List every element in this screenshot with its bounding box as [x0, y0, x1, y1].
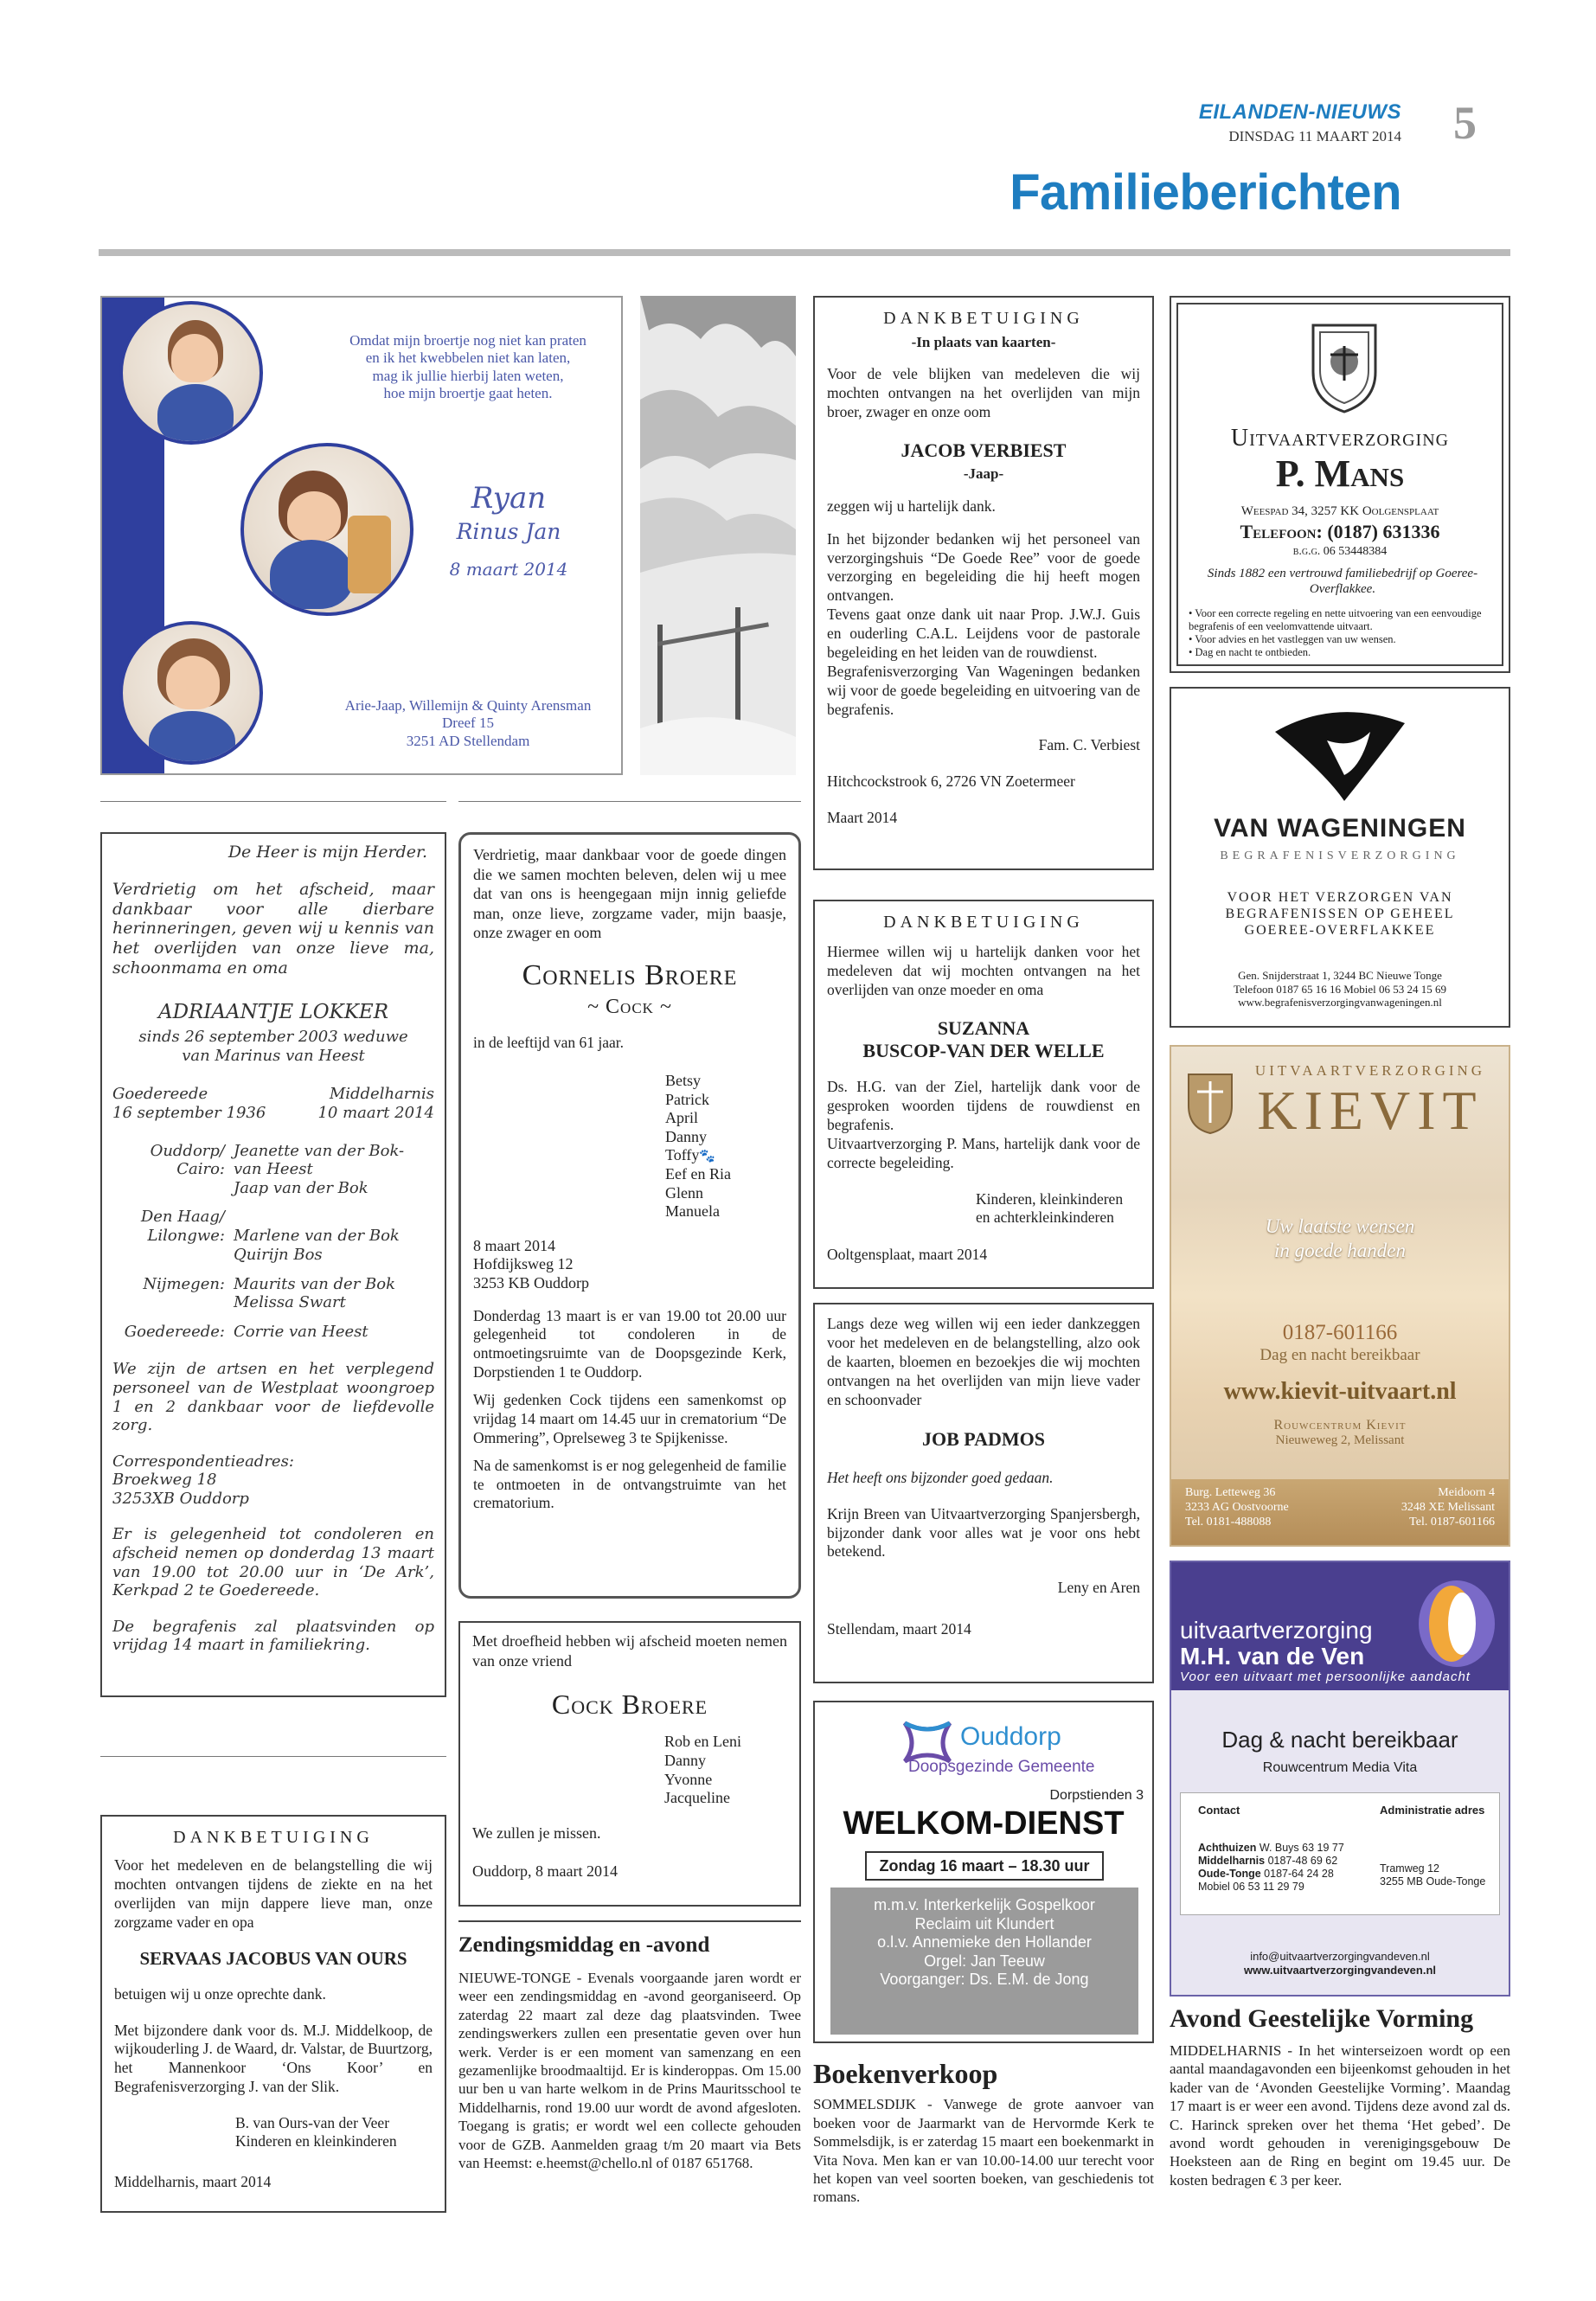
winter-scene-image	[640, 296, 796, 775]
ours-signature	[235, 2114, 433, 2150]
family-member: Danny	[665, 1127, 707, 1145]
pet-name: Toffy	[665, 1146, 700, 1164]
admin-line: Tramweg 12	[1380, 1862, 1440, 1875]
signature-line: Kinderen en kleinkinderen	[235, 2132, 397, 2150]
verse-line: mag ik jullie hierbij laten weten,	[372, 367, 564, 384]
address-line: Tel. 0187-601166	[1409, 1515, 1495, 1529]
contact-row	[1198, 1842, 1344, 1855]
article-avond	[1170, 2003, 1510, 2189]
verse-line: en ik het kwebbelen niet kan laten,	[365, 349, 571, 367]
buscop-body: Uitvaartverzorging P. Mans, hartelijk dank voor de correcte begeleiding.	[827, 1135, 1140, 1171]
contact-list	[1198, 1842, 1344, 1894]
family-member: Rob en Leni	[664, 1733, 741, 1751]
family-member: Betsy	[665, 1071, 702, 1089]
contact-phone: 0187-64 24 28	[1264, 1868, 1334, 1880]
lokker-of: van Marinus van Heest	[182, 1046, 365, 1065]
wageningen-phone: Telefoon 0187 65 16 16 Mobiel 06 53 24 15 69	[1233, 982, 1447, 996]
mans-bgg: b.g.g. 06 53448384	[1292, 545, 1388, 558]
child-photo-2	[240, 443, 413, 616]
wageningen-tag	[1171, 889, 1509, 939]
family-member: Glenn	[665, 1183, 703, 1202]
kievit-center: Rouwcentrum Kievit	[1273, 1418, 1407, 1433]
family-row	[112, 1323, 434, 1342]
vdven-contact-box	[1180, 1792, 1500, 1915]
death-date: 10 maart 2014	[317, 1103, 434, 1122]
ours-body: Met bijzondere dank voor ds. M.J. Middelkoop, de wijkouderling J. de Waard, dr. Valstar, de Buurtzorg, het Mannenkoor ‘Ons Koor’ en Begrafenisverzorging J. van der Slik.	[114, 2021, 433, 2096]
kievit-name: KIEVIT	[1257, 1080, 1484, 1141]
buscop-place-date: Ooltgensplaat, maart 2014	[827, 1245, 988, 1263]
dankbetuiging-label: DANKBETUIGING	[883, 913, 1084, 932]
section-title: Familieberichten	[1010, 164, 1401, 221]
body-paragraph: In het bijzonder bedanken wij het personeel van verzorgingshuis “De Goede Ree” voor de goede verzorging en begeleiding die hij heeft mogen ontvangen.	[827, 529, 1140, 605]
body-paragraph: Begrafenisverzorging Van Wageningen bedanken wij voor de goede begeleiding en uitvoering van de begrafenis.	[827, 662, 1140, 718]
buscop-name-1: SUZANNA	[937, 1016, 1030, 1039]
doops-program	[830, 1888, 1138, 2035]
death-notice-lokker	[100, 832, 446, 1697]
program-line: Reclaim uit Klundert	[914, 1914, 1054, 1932]
zending-headline: Zendingsmiddag en -avond	[458, 1920, 801, 1958]
contact-mobile: Mobiel 06 53 11 29 79	[1198, 1881, 1304, 1893]
contact-label: Contact	[1198, 1804, 1240, 1817]
dankbetuiging-van-ours	[100, 1815, 446, 2213]
family-member: April	[665, 1109, 698, 1127]
signature: Fam. C. Verbiest	[1038, 736, 1140, 754]
family-member-pet	[665, 1146, 786, 1165]
header-rule	[99, 249, 1510, 256]
vdven-slogan: Voor een uitvaart met persoonlijke aandacht	[1180, 1670, 1471, 1684]
vdven-avail: Dag & nacht bereikbaar	[1221, 1727, 1458, 1753]
family-member: Danny	[664, 1751, 706, 1769]
contact-place: Achthuizen	[1198, 1842, 1257, 1854]
cock-name: Cock Broere	[551, 1689, 708, 1720]
cornelis-age: in de leeftijd van 61 jaar.	[473, 1034, 624, 1052]
nickname: -Jaap-	[963, 465, 1004, 483]
vdven-web[interactable]: www.uitvaartverzorgingvandeven.nl	[1243, 1963, 1436, 1977]
avond-headline: Avond Geestelijke Vorming	[1170, 2004, 1474, 2033]
vdven-name-2: M.H. van de Ven	[1180, 1643, 1365, 1670]
birth-date: 8 maart 2014	[449, 559, 568, 580]
vdven-center: Rouwcentrum Media Vita	[1262, 1760, 1418, 1775]
coat-of-arms-icon	[1304, 320, 1384, 415]
program-line: o.l.v. Annemieke den Hollander	[877, 1933, 1092, 1952]
dankbetuiging-buscop	[813, 900, 1154, 1289]
birth-place: Goedereede	[112, 1084, 208, 1103]
place-date: Maart 2014	[827, 809, 898, 827]
ad-mans	[1170, 296, 1510, 673]
boeken-headline: Boekenverkoop	[813, 2058, 998, 2089]
family-place: Den Haag/ Lilongwe:	[140, 1208, 225, 1245]
doops-name: Ouddorp	[960, 1722, 1061, 1751]
address-line: 3233 AG Oostvoorne	[1185, 1500, 1289, 1514]
contact-phone: 0187-48 69 62	[1267, 1855, 1338, 1867]
contact-place: Middelharnis	[1198, 1855, 1266, 1867]
wageningen-web[interactable]: www.begrafenisverzorgingvanwageningen.nl	[1238, 996, 1442, 1009]
admin-line: 3255 MB Oude-Tonge	[1380, 1875, 1486, 1888]
ad-van-de-ven	[1170, 1561, 1510, 1997]
family-member: Patrick	[665, 1090, 709, 1108]
baby-middle-names: Rinus Jan	[456, 519, 561, 544]
corr-street: Broekweg 18	[112, 1471, 217, 1490]
vdven-logo-icon	[1415, 1576, 1498, 1671]
admin-label: Administratie adres	[1380, 1804, 1485, 1817]
birth-verse	[318, 332, 618, 403]
mans-tagline: Sinds 1882 een vertrouwd familiebedrijf op Goeree-Overflakkee.	[1207, 567, 1478, 596]
buscop-intro: Hiermee willen wij u hartelijk danken voor het medeleven dat wij mochten ontvangen na het overlijden van onze moeder en oma	[827, 943, 1140, 998]
kievit-slogan	[1171, 1215, 1509, 1262]
wageningen-sub: BEGRAFENISVERZORGING	[1220, 849, 1460, 862]
ad-doopsgezinde-gemeente	[813, 1701, 1154, 2043]
intro: Voor de vele blijken van medeleven die wij mochten ontvangen na het overlijden van mijn broer, zwager en onze oom	[827, 365, 1140, 421]
cornelis-paragraph: Donderdag 13 maart is er van 19.00 tot 20.00 uur gelegenheid tot condoleren in de ontmoetingsruimte van de Doopsgezinde Kerk, Dorpstienden 1 te Ouddorp.	[473, 1306, 786, 1381]
vdven-links	[1171, 1950, 1509, 1977]
ours-thanks: betuigen wij u onze oprechte dank.	[114, 1984, 326, 2003]
doops-address: Dorpstienden 3	[1049, 1788, 1144, 1803]
contact-phone: 63 19 77	[1302, 1842, 1344, 1854]
family-names: Corrie van Heest	[234, 1322, 369, 1341]
lokker-family	[112, 1142, 434, 1342]
family-member: Manuela	[665, 1202, 720, 1221]
masthead: EILANDEN-NIEUWS	[1198, 100, 1401, 124]
body-paragraph: Tevens gaat onze dank uit naar Prop. J.W.J. Guis en ouderling C.A.L. Leijdens voor de pastorale begeleiding en het leiden van de rouwdienst.	[827, 606, 1140, 661]
cornelis-street: Hofdijksweg 12	[473, 1255, 574, 1273]
kievit-right-address	[1401, 1486, 1495, 1529]
cock-intro: Met droefheid hebben wij afscheid moeten nemen van onze vriend	[472, 1632, 787, 1670]
family-row	[112, 1142, 434, 1198]
tag-line: BEGRAFENISSEN OP GEHEEL	[1225, 907, 1455, 922]
dankbetuiging-label: DANKBETUIGING	[883, 309, 1084, 328]
cock-miss: We zullen je missen.	[472, 1823, 601, 1842]
dankbetuiging-padmos	[813, 1303, 1154, 1683]
admin-address	[1380, 1862, 1485, 1888]
padmos-quote: Het heeft ons bijzonder goed gedaan.	[827, 1468, 1054, 1486]
family-row	[112, 1208, 434, 1264]
kievit-crest-icon	[1183, 1071, 1237, 1137]
address: Hitchcockstrook 6, 2726 VN Zoetermeer	[827, 772, 1075, 791]
vdven-email[interactable]: info@uitvaartverzorgingvandeven.nl	[1250, 1950, 1430, 1963]
death-place: Middelharnis	[329, 1084, 434, 1103]
slogan-line: in goede handen	[1273, 1239, 1406, 1261]
column-rule	[100, 1756, 446, 1757]
buscop-signature	[976, 1190, 1140, 1227]
verse-line: hoe mijn broertje gaat heten.	[383, 385, 553, 402]
cornelis-paragraph: Na de samenkomst is er nog gelegenheid de familie te ontmoeten in de ontvangstruimte van het crematorium.	[473, 1456, 786, 1512]
winter-photo	[640, 296, 796, 775]
parents-names: Arie-Jaap, Willemijn & Quinty Arensman	[344, 697, 592, 714]
padmos-body: Krijn Breen van Uitvaartverzorging Spanjersbergh, bijzonder dank voor alles wat je voor ons hebt betekend.	[827, 1504, 1140, 1561]
lokker-name: ADRIAANTJE LOKKER	[157, 1000, 389, 1023]
bullet-item: • Voor advies en het vastleggen van uw wensen.	[1189, 633, 1396, 645]
kievit-phone: 0187-601166	[1282, 1321, 1398, 1344]
cornelis-intro: Verdrietig, maar dankbaar voor de goede dingen die we samen mochten beleven, delen wij u mee dat van ons is heengegaan mijn innig geliefde man, onze lieve, zorgzame vader, mijn baasje, onze zwager en oom	[473, 846, 786, 941]
zending-body: NIEUWE-TONGE - Evenals voorgaande jaren wordt er weer een zendingsmiddag en -avond georganiseerd. Op zaterdag 22 maart zal deze dag plaatsvinden. Twee zendingswerkers zullen een presentatie geven over hun werk. Verder is er een moment van samenzang en een gezamenlijke broodmaaltijd. Er is kinderoppas. Om 15.00 uur ben u van harte welkom in de Prins Mauritsschool te Middelharnis, rond 19.00 uur wordt de avond afgesloten. Toegang is gratis; er wordt wel een collecte gehouden voor de GZB. Aanmelden graag t/m 20 maart via Bets van Heemst: e.heemst@chello.nl of 0187 651768.	[458, 1970, 801, 2172]
lokker-funeral: De begrafenis zal plaatsvinden op vrijdag 14 maart in familiekring.	[112, 1617, 434, 1655]
paw-icon: 🐾	[699, 1150, 716, 1164]
birth-parents	[318, 697, 618, 750]
dove-logo-icon	[1275, 706, 1405, 818]
ours-intro: Voor het medeleven en de belangstelling die wij mochten ontvangen tijdens de ziekte en na het overlijden van mijn dappere lieve man, onze zorgzame vader en opa	[114, 1856, 433, 1931]
signature-line: Kinderen, kleinkinderen	[976, 1189, 1124, 1208]
vdven-name-1: uitvaartverzorging	[1180, 1617, 1373, 1644]
tag-line: VOOR HET VERZORGEN VAN	[1227, 890, 1453, 905]
doops-title: WELKOM-DIENST	[843, 1805, 1125, 1842]
cornelis-name: Cornelis Broere	[522, 958, 738, 991]
kievit-center-addr: Nieuweweg 2, Melissant	[1275, 1433, 1405, 1447]
address-line: Burg. Letteweg 36	[1185, 1486, 1276, 1499]
signature-line: en achterkleinkinderen	[976, 1208, 1114, 1226]
ours-place-date: Middelharnis, maart 2014	[114, 2173, 272, 2191]
lokker-since: sinds 26 september 2003 weduwe	[138, 1028, 408, 1047]
mans-phone: Telefoon: (0187) 631336	[1240, 521, 1440, 542]
dankbetuiging-verbiest	[813, 296, 1154, 870]
bullet-item: • Dag en nacht te ontbieden.	[1189, 646, 1311, 658]
column-rule	[100, 801, 446, 802]
cock-family	[664, 1733, 787, 1807]
article-boekenverkoop	[813, 2057, 1154, 2207]
family-member: Jacqueline	[664, 1789, 730, 1807]
wageningen-address: Gen. Snijderstraat 1, 3244 BC Nieuwe Tonge	[1238, 969, 1442, 982]
address-line: 3248 XE Melissant	[1401, 1500, 1495, 1514]
cock-place-date: Ouddorp, 8 maart 2014	[472, 1862, 618, 1881]
cornelis-family	[665, 1072, 786, 1221]
family-names: Jeanette van der Bok- van Heest Jaap van der Bok	[234, 1141, 405, 1197]
padmos-name: JOB PADMOS	[922, 1428, 1045, 1451]
birth-street: Dreef 15	[442, 715, 494, 732]
birth-date: 16 september 1936	[112, 1103, 266, 1122]
page-number: 5	[1453, 97, 1477, 149]
corr-city: 3253XB Ouddorp	[112, 1489, 249, 1508]
article-zending	[458, 1920, 801, 2172]
slogan-line: Uw laatste wensen	[1265, 1215, 1415, 1237]
program-line: Voorganger: Ds. E.M. de Jong	[880, 1971, 1089, 1989]
contact-place: Oude-Tonge	[1198, 1868, 1261, 1880]
cornelis-address	[473, 1237, 786, 1293]
verse-line: Omdat mijn broertje nog niet kan praten	[349, 332, 586, 349]
birth-city: 3251 AD Stellendam	[406, 732, 530, 749]
child-photo-3	[119, 621, 263, 765]
padmos-signature: Leny en Aren	[1057, 1579, 1140, 1597]
kievit-top: UITVAARTVERZORGING	[1254, 1062, 1486, 1079]
birth-announcement	[100, 296, 623, 775]
contact-person: W. Buys	[1259, 1842, 1299, 1854]
mans-address: Weespad 34, 3257 KK Oolgensplaat	[1240, 504, 1439, 518]
family-row	[112, 1275, 434, 1312]
family-place: Ouddorp/ Cairo:	[150, 1141, 225, 1179]
deceased-name: JACOB VERBIEST	[901, 439, 1067, 462]
tag-line: GOEREE-OVERFLAKKEE	[1244, 923, 1436, 939]
lokker-dates	[112, 1085, 434, 1125]
address-line: Meidoorn 4	[1438, 1486, 1495, 1499]
contact-row	[1198, 1855, 1344, 1868]
padmos-place-date: Stellendam, maart 2014	[827, 1620, 971, 1638]
ours-name: SERVAAS JACOBUS VAN OURS	[139, 1947, 407, 1969]
doops-sub: Doopsgezinde Gemeente	[908, 1758, 1095, 1776]
child-photo-1	[119, 301, 263, 445]
avond-body: MIDDELHARNIS - In het winterseizoen wordt op een aantal maandagavonden een bijeenkomst gehouden in het kader van de ‘Avonden Geestelijke Vorming’. Maandag 17 maart is er weer een avond. Tijdens deze avond zal ds. C. Harinck spreken over het thema ‘Het gebed’. De avond wordt gehouden in verenigingsgebouw De Hoeksteen aan de Ring en begint om 19.45 uur. De kosten bedragen € 3 per keer.	[1170, 2042, 1510, 2189]
family-member: Eef en Ria	[665, 1164, 731, 1183]
family-member: Yvonne	[664, 1770, 713, 1788]
address-line: Tel. 0181-488088	[1185, 1515, 1272, 1529]
wageningen-contact	[1171, 969, 1509, 1009]
family-names: Maurits van der Bok Melissa Swart	[234, 1274, 395, 1312]
ad-van-wageningen	[1170, 687, 1510, 1028]
cornelis-city: 3253 KB Ouddorp	[473, 1273, 589, 1292]
cornelis-paragraph: Wij gedenken Cock tijdens een samenkomst op vrijdag 14 maart om 14.45 uur in crematorium “De Ommering”, Oprelseweg 3 te Spijkenisse.	[473, 1391, 786, 1446]
issue-date: DINSDAG 11 MAART 2014	[1228, 128, 1401, 144]
program-line: m.m.v. Interkerkelijk Gospelkoor	[874, 1896, 1095, 1913]
mans-bullets	[1189, 607, 1500, 659]
bullet-text: Voor advies en het vastleggen van uw wensen.	[1195, 633, 1396, 645]
kievit-avail: Dag en nacht bereikbaar	[1259, 1346, 1420, 1364]
kievit-left-address	[1185, 1486, 1289, 1529]
buscop-name-2: BUSCOP-VAN DER WELLE	[862, 1040, 1105, 1062]
contact-row	[1198, 1868, 1344, 1881]
cornelis-nickname: ~ Cock ~	[587, 996, 672, 1019]
mans-title: Uitvaartverzorging	[1230, 425, 1450, 452]
cornelis-date: 8 maart 2014	[473, 1236, 555, 1254]
buscop-body: Ds. H.G. van der Ziel, hartelijk dank voor de gesproken woorden tijdens de rouwdienst en begrafenis.	[827, 1078, 1140, 1134]
family-place: Goedereede:	[124, 1322, 225, 1341]
thanks-line: zeggen wij u hartelijk dank.	[827, 497, 996, 515]
psalm-heading: De Heer is mijn Herder.	[228, 843, 427, 862]
column-rule	[458, 801, 801, 802]
family-place: Nijmegen:	[143, 1274, 225, 1293]
dankbetuiging-label: DANKBETUIGING	[173, 1828, 374, 1847]
padmos-intro: Langs deze weg willen wij een ieder dankzeggen voor het medeleven en de belangstelling, alzo ook de kaarten, bloemen en bezoekjes die wij mochten ontvangen na het overlijden van mijn lieve vader en schoonvader	[827, 1315, 1140, 1408]
doops-date: Zondag 16 maart – 18.30 uur	[865, 1851, 1104, 1881]
death-notice-cock-broere	[458, 1621, 801, 1907]
boeken-body: SOMMELSDIJK - Vanwege de grote aanvoer van boeken voor de Jaarmarkt van de Hervormde Kerk te Sommelsdijk, is er zaterdag 15 maart een boekenmarkt in Vita Nova. Men kan er van 10.00-14.00 uur terecht voor het kopen van veel soorten boeken, van geschiedenis tot romans.	[813, 2096, 1154, 2206]
lokker-thanks: We zijn de artsen en het verplegend personeel van de Westplaat woongroep 1 en 2 dankbaar voor de liefdevolle zorg.	[112, 1360, 434, 1435]
lokker-condolence: Er is gelegenheid tot condoleren en afscheid nemen op donderdag 13 maart van 19.00 tot 20.00 uur in ‘De Ark’, Kerkpad 2 te Goedereede.	[112, 1525, 434, 1600]
bullet-item: • Voor een correcte regeling en nette uitvoering van een eenvoudige begrafenis of een veelomvattende uitvaart.	[1189, 607, 1482, 632]
ad-kievit	[1170, 1045, 1510, 1547]
wageningen-name: VAN WAGENINGEN	[1214, 814, 1466, 843]
lokker-intro: Verdrietig om het afscheid, maar dankbaar voor alle dierbare herinneringen, geven wij u kennis van het overlijden van onze lieve ma, schoonmama en oma	[112, 879, 434, 977]
corr-label: Correspondentieadres:	[112, 1452, 294, 1471]
program-line: Orgel: Jan Teeuw	[924, 1952, 1045, 1970]
family-names: Marlene van der Bok Quirijn Bos	[234, 1227, 400, 1264]
subtitle: -In plaats van kaarten-	[911, 334, 1056, 350]
mans-name: P. Mans	[1275, 452, 1405, 495]
bullet-text: Voor een correcte regeling en nette uitvoering van een eenvoudige begrafenis of een veelomvattende uitvaart.	[1189, 607, 1482, 632]
death-notice-cornelis-broere	[458, 832, 801, 1599]
signature-line: B. van Ours-van der Veer	[235, 2114, 390, 2132]
bullet-text: Dag en nacht te ontbieden.	[1195, 646, 1311, 658]
baby-name: Ryan	[471, 481, 547, 516]
kievit-web[interactable]: www.kievit-uitvaart.nl	[1223, 1378, 1457, 1405]
